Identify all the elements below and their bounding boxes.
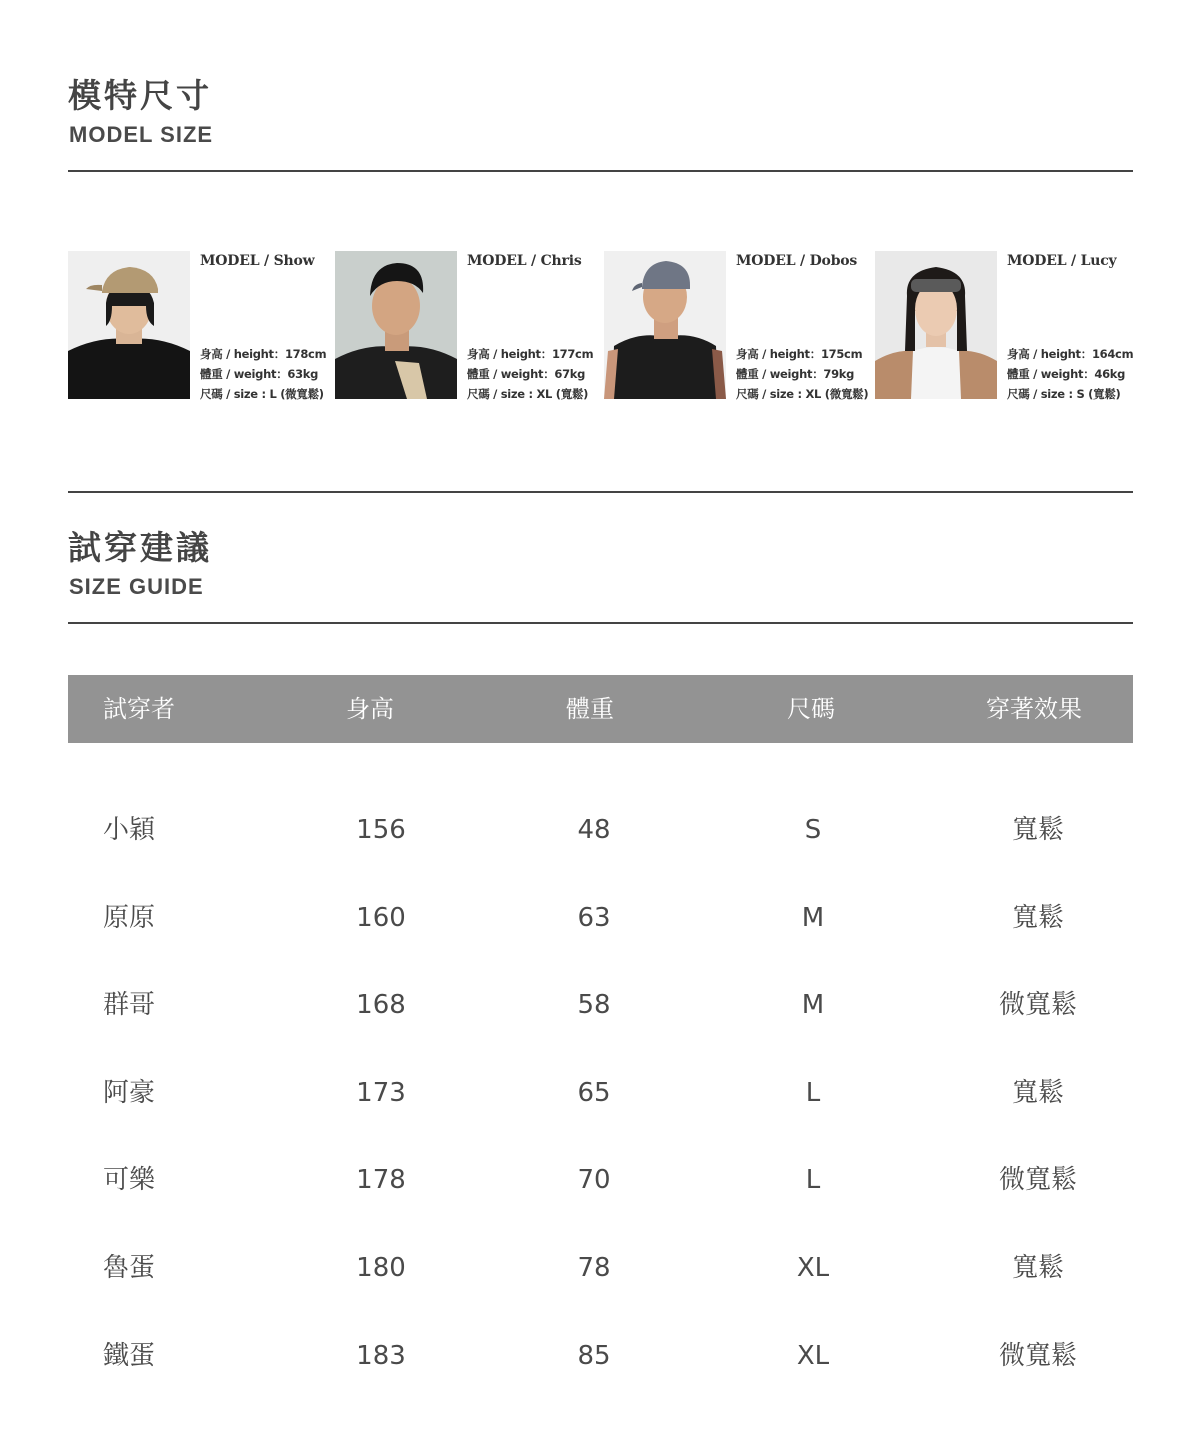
- cell-weight: 78: [577, 1253, 611, 1283]
- cell-weight: 65: [577, 1078, 611, 1108]
- cell-tester: 可樂: [103, 1165, 156, 1195]
- model-height: 身高 / height：164cm: [1007, 347, 1134, 361]
- cell-weight: 58: [577, 990, 611, 1020]
- cell-fit: 寬鬆: [1011, 1253, 1064, 1283]
- cell-tester: 阿豪: [103, 1078, 156, 1108]
- cell-size: L: [805, 1078, 821, 1108]
- model-weight: 體重 / weight：63kg: [200, 367, 319, 381]
- cell-weight: 63: [577, 903, 611, 933]
- model-list: [68, 251, 1138, 401]
- cell-height: 156: [356, 815, 406, 845]
- model-weight: 體重 / weight：67kg: [467, 367, 586, 381]
- cell-tester: 原原: [103, 903, 156, 933]
- cell-size: S: [804, 815, 822, 845]
- cell-height: 183: [356, 1341, 406, 1371]
- cell-tester: 鐵蛋: [103, 1341, 156, 1371]
- table-row: [68, 1238, 1133, 1298]
- model-name: MODEL / Chris: [467, 253, 582, 269]
- cell-height: 168: [356, 990, 406, 1020]
- header-weight: 體重: [566, 695, 614, 723]
- model-height: 身高 / height：178cm: [200, 347, 327, 361]
- cell-size: M: [801, 903, 825, 933]
- cell-fit: 微寬鬆: [998, 990, 1077, 1020]
- model-card-dobos: [604, 251, 872, 401]
- model-weight: 體重 / weight：46kg: [1007, 367, 1126, 381]
- model-size: 尺碼 / size : S (寬鬆): [1007, 387, 1121, 401]
- model-photo-chris-image: [335, 251, 457, 399]
- model-photo-show-image: [68, 251, 190, 399]
- model-photo-dobos-image: [604, 251, 726, 399]
- model-stats: [467, 344, 593, 404]
- cell-size: M: [801, 990, 825, 1020]
- cell-fit: 寬鬆: [1011, 1078, 1064, 1108]
- model-photo-dobos: [604, 251, 726, 399]
- model-name: MODEL / Lucy: [1007, 253, 1117, 269]
- cell-weight: 48: [577, 815, 611, 845]
- model-size-subtitle: MODEL SIZE: [69, 122, 214, 147]
- cell-height: 180: [356, 1253, 406, 1283]
- table-row: [68, 800, 1133, 860]
- model-photo-show: [68, 251, 190, 399]
- header-height: 身高: [346, 695, 394, 723]
- cell-fit: 微寬鬆: [998, 1341, 1077, 1371]
- cell-fit: 微寬鬆: [998, 1165, 1077, 1195]
- cell-weight: 85: [577, 1341, 611, 1371]
- cell-height: 173: [356, 1078, 406, 1108]
- size-table-header: [68, 675, 1133, 743]
- table-row: [68, 1063, 1133, 1123]
- cell-tester: 群哥: [103, 990, 156, 1020]
- header-fit: 穿著效果: [986, 695, 1082, 723]
- model-size: 尺碼 / size : XL (寬鬆): [467, 387, 589, 401]
- divider: [68, 170, 1133, 172]
- cell-height: 160: [356, 903, 406, 933]
- cell-weight: 70: [577, 1165, 611, 1195]
- model-stats: [200, 344, 326, 404]
- divider: [68, 622, 1133, 624]
- size-guide-subtitle: SIZE GUIDE: [69, 574, 204, 599]
- cell-fit: 寬鬆: [1011, 903, 1064, 933]
- table-row: [68, 1326, 1133, 1386]
- size-guide-title: 試穿建議: [68, 528, 212, 567]
- model-height: 身高 / height：175cm: [736, 347, 863, 361]
- model-photo-chris: [335, 251, 457, 399]
- cell-fit: 寬鬆: [1011, 815, 1064, 845]
- model-photo-lucy-image: [875, 251, 997, 399]
- model-size: 尺碼 / size : L (微寬鬆): [200, 387, 324, 401]
- model-name: MODEL / Dobos: [736, 253, 858, 269]
- model-card-lucy: [875, 251, 1143, 401]
- model-size-title: 模特尺寸: [68, 76, 212, 115]
- model-height: 身高 / height：177cm: [467, 347, 594, 361]
- model-card-show: [68, 251, 336, 401]
- header-tester: 試穿者: [103, 695, 175, 723]
- cell-tester: 魯蛋: [103, 1253, 156, 1283]
- divider: [68, 491, 1133, 493]
- cell-height: 178: [356, 1165, 406, 1195]
- cell-size: L: [805, 1165, 821, 1195]
- cell-size: XL: [796, 1341, 830, 1371]
- model-size: 尺碼 / size : XL (微寬鬆): [736, 387, 869, 401]
- model-card-chris: [335, 251, 603, 401]
- model-stats: [1007, 344, 1133, 404]
- table-row: [68, 888, 1133, 948]
- header-size: 尺碼: [787, 695, 835, 723]
- cell-size: XL: [796, 1253, 830, 1283]
- model-weight: 體重 / weight：79kg: [736, 367, 855, 381]
- table-row: [68, 1150, 1133, 1210]
- model-photo-lucy: [875, 251, 997, 399]
- table-row: [68, 975, 1133, 1035]
- model-stats: [736, 344, 868, 404]
- cell-tester: 小穎: [103, 815, 156, 845]
- model-name: MODEL / Show: [200, 253, 315, 269]
